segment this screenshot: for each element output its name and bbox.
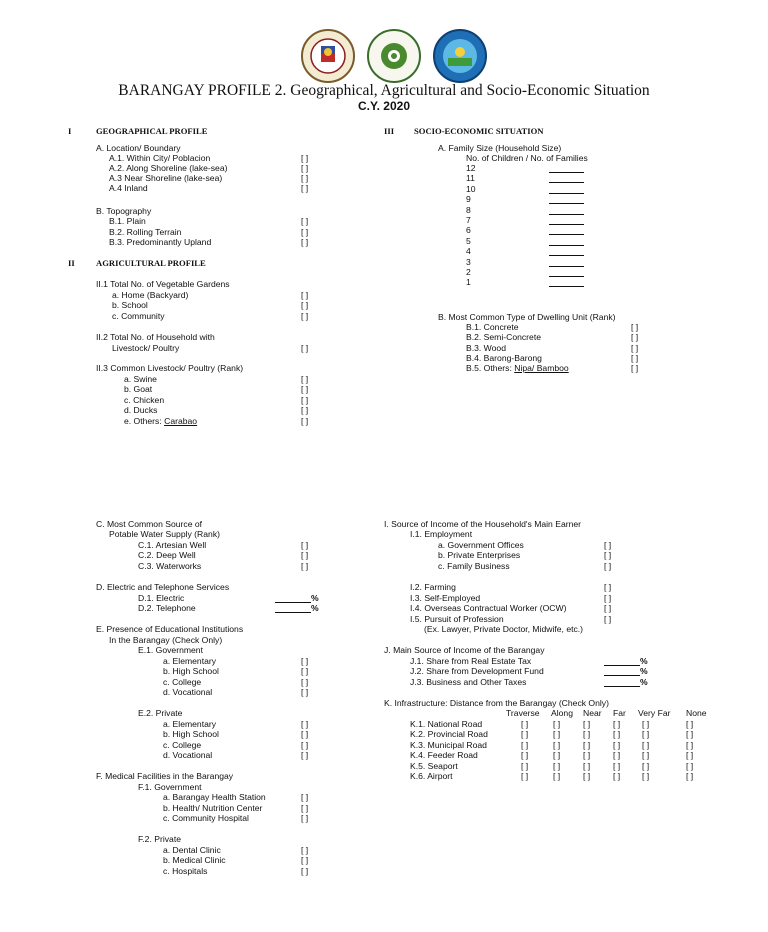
- column-header: Along: [551, 708, 573, 718]
- checkbox[interactable]: [ ]: [583, 739, 591, 750]
- checkbox[interactable]: [ ]: [583, 760, 591, 771]
- electric-percent-field[interactable]: [275, 593, 311, 603]
- checkbox[interactable]: [ ]: [301, 666, 309, 676]
- families-count-field[interactable]: [549, 236, 584, 246]
- section-number: III: [384, 126, 395, 136]
- item-label: d. Vocational: [163, 687, 213, 697]
- children-count-label: 2: [466, 267, 471, 277]
- checkbox[interactable]: [ ]: [604, 540, 612, 550]
- checkbox[interactable]: [ ]: [553, 771, 561, 781]
- item-label: c. College: [163, 677, 202, 687]
- item-label: a. Elementary: [163, 656, 217, 666]
- checkbox[interactable]: [ ]: [301, 550, 309, 560]
- checkbox[interactable]: [ ]: [583, 771, 591, 781]
- others-label: e. Others:: [124, 416, 165, 426]
- checkbox[interactable]: [ ]: [301, 395, 309, 405]
- checkbox[interactable]: [ ]: [631, 322, 639, 332]
- checkbox[interactable]: [ ]: [642, 760, 650, 771]
- checkbox[interactable]: [ ]: [301, 416, 309, 426]
- checkbox[interactable]: [ ]: [604, 561, 612, 571]
- others-label: B.5. Others:: [466, 363, 515, 373]
- checkbox[interactable]: [ ]: [642, 729, 650, 740]
- families-count-field[interactable]: [549, 205, 584, 215]
- others-value: Carabao: [164, 416, 198, 426]
- checkbox[interactable]: [ ]: [301, 855, 309, 865]
- item-label: b. Goat: [124, 384, 153, 394]
- families-count-field[interactable]: [549, 215, 584, 225]
- item-label: J.2. Share from Development Fund: [410, 666, 544, 676]
- item-label: c. Chicken: [124, 395, 165, 405]
- checkbox[interactable]: [ ]: [301, 173, 309, 183]
- group-title: D. Electric and Telephone Services: [96, 582, 230, 592]
- item-label: B.2. Rolling Terrain: [109, 227, 182, 237]
- column-header: None: [686, 708, 707, 718]
- percent-sign: %: [640, 656, 648, 666]
- others-value: Nipa/ Bamboo: [514, 363, 569, 373]
- item-label: b. Private Enterprises: [438, 550, 521, 560]
- item-label: B.2. Semi-Concrete: [466, 332, 541, 342]
- group-title: K. Infrastructure: Distance from the Barangay (Check Only): [384, 698, 609, 708]
- checkbox[interactable]: [ ]: [631, 353, 639, 363]
- item-label: D.1. Electric: [138, 593, 185, 603]
- checkbox[interactable]: [ ]: [642, 739, 650, 750]
- children-count-label: 4: [466, 246, 471, 257]
- item-label: [124, 416, 197, 426]
- item-label: A.3 Near Shoreline (lake-sea): [109, 173, 223, 183]
- checkbox[interactable]: [ ]: [301, 813, 309, 823]
- checkbox[interactable]: [ ]: [642, 771, 650, 781]
- checkbox[interactable]: [ ]: [521, 771, 529, 781]
- checkbox[interactable]: [ ]: [301, 384, 309, 394]
- children-count-label: 10: [466, 183, 476, 194]
- checkbox[interactable]: [ ]: [583, 750, 591, 761]
- families-count-field[interactable]: [549, 163, 584, 173]
- checkbox[interactable]: [ ]: [301, 845, 309, 855]
- checkbox[interactable]: [ ]: [686, 719, 694, 729]
- item-label: b. Medical Clinic: [163, 855, 226, 865]
- barangay-seal-logo: [432, 28, 488, 84]
- checkbox[interactable]: [ ]: [553, 750, 561, 761]
- subgroup-title: E.1. Government: [138, 645, 203, 655]
- children-count-label: 7: [466, 215, 471, 225]
- group-title: F. Medical Facilities in the Barangay: [96, 771, 234, 781]
- percent-field[interactable]: [604, 666, 640, 676]
- item-label: I.2. Farming: [410, 582, 456, 592]
- checkbox[interactable]: [ ]: [583, 719, 591, 729]
- checkbox[interactable]: [ ]: [604, 550, 612, 560]
- checkbox[interactable]: [ ]: [521, 750, 529, 761]
- checkbox[interactable]: [ ]: [301, 687, 309, 697]
- checkbox[interactable]: [ ]: [631, 363, 639, 373]
- column-header: Far: [613, 708, 626, 718]
- item-label: a. Swine: [124, 374, 157, 384]
- families-count-field[interactable]: [549, 257, 584, 267]
- subgroup-title: E.2. Private: [138, 708, 183, 718]
- checkbox[interactable]: [ ]: [553, 719, 561, 729]
- checkbox[interactable]: [ ]: [301, 729, 309, 739]
- item-label: a. Barangay Health Station: [163, 792, 266, 802]
- subgroup-title: I.1. Employment: [410, 529, 473, 539]
- item-label: B.3. Wood: [466, 343, 506, 353]
- section-title: AGRICULTURAL PROFILE: [96, 258, 206, 268]
- checkbox[interactable]: [ ]: [301, 300, 309, 310]
- infrastructure-row-label: K.1. National Road: [410, 719, 483, 729]
- group-subtitle: No. of Children / No. of Families: [466, 153, 588, 163]
- checkbox[interactable]: [ ]: [686, 760, 694, 771]
- percent-sign: %: [311, 603, 319, 613]
- item-label: a. Elementary: [163, 719, 217, 729]
- item-label: c. Community: [112, 311, 165, 321]
- item-label: C.1. Artesian Well: [138, 540, 207, 550]
- column-header: Traverse: [506, 708, 540, 718]
- children-count-label: 5: [466, 235, 471, 246]
- children-count-label: 1: [466, 277, 471, 288]
- item-label: b. Health/ Nutrition Center: [163, 803, 263, 813]
- nutrition-council-logo: [366, 28, 422, 84]
- percent-sign: %: [640, 666, 648, 676]
- item-label: [466, 363, 569, 373]
- checkbox[interactable]: [ ]: [686, 750, 694, 761]
- infrastructure-row-label: K.5. Seaport: [410, 760, 458, 771]
- children-count-label: 12: [466, 163, 476, 173]
- item-label: c. Hospitals: [163, 866, 208, 876]
- page-subtitle: C.Y. 2020: [357, 99, 411, 113]
- infrastructure-row-label: K.2. Provincial Road: [410, 729, 488, 740]
- checkbox[interactable]: [ ]: [301, 374, 309, 384]
- checkbox[interactable]: [ ]: [301, 163, 309, 173]
- group-title: A. Location/ Boundary: [96, 143, 181, 153]
- checkbox[interactable]: [ ]: [301, 792, 309, 802]
- municipal-seal-logo: [300, 28, 356, 84]
- group-title-cont: In the Barangay (Check Only): [109, 635, 223, 645]
- item-label: c. Family Business: [438, 561, 510, 571]
- families-count-field[interactable]: [549, 173, 584, 183]
- checkbox[interactable]: [ ]: [553, 739, 561, 750]
- checkbox[interactable]: [ ]: [613, 750, 621, 761]
- checkbox[interactable]: [ ]: [613, 771, 621, 781]
- group-title-cont: Livestock/ Poultry: [112, 343, 180, 353]
- group-title: B. Most Common Type of Dwelling Unit (Rank): [438, 312, 616, 322]
- item-label: a. Dental Clinic: [163, 845, 221, 855]
- families-count-field[interactable]: [549, 184, 584, 194]
- families-count-field[interactable]: [549, 246, 584, 256]
- checkbox[interactable]: [ ]: [642, 719, 650, 729]
- checkbox[interactable]: [ ]: [301, 183, 309, 193]
- item-label: b. School: [112, 300, 148, 310]
- item-label: a. Government Offices: [438, 540, 524, 550]
- item-label: I.3. Self-Employed: [410, 593, 481, 603]
- checkbox[interactable]: [ ]: [301, 311, 309, 321]
- families-count-field[interactable]: [549, 225, 584, 235]
- group-title: II.1 Total No. of Vegetable Gardens: [96, 279, 230, 289]
- item-label: D.2. Telephone: [138, 603, 196, 613]
- checkbox[interactable]: [ ]: [301, 656, 309, 666]
- group-title: A. Family Size (Household Size): [438, 143, 562, 153]
- item-label: d. Vocational: [163, 750, 213, 760]
- section-title: GEOGRAPHICAL PROFILE: [96, 126, 208, 136]
- checkbox[interactable]: [ ]: [301, 237, 309, 247]
- page-title: BARANGAY PROFILE 2. Geographical, Agricultural and Socio-Economic Situation: [118, 82, 650, 99]
- group-title: II.2 Total No. of Household with: [96, 332, 215, 342]
- infrastructure-row-label: K.3. Municipal Road: [410, 739, 487, 750]
- checkbox[interactable]: [ ]: [686, 771, 694, 781]
- checkbox[interactable]: [ ]: [301, 540, 309, 550]
- item-label: A.1. Within City/ Poblacion: [109, 153, 211, 163]
- infrastructure-row-label: K.6. Airport: [410, 771, 453, 781]
- checkbox[interactable]: [ ]: [604, 603, 612, 613]
- checkbox[interactable]: [ ]: [521, 739, 529, 750]
- checkbox[interactable]: [ ]: [604, 582, 612, 592]
- item-label: J.3. Business and Other Taxes: [410, 677, 527, 687]
- item-label: C.3. Waterworks: [138, 561, 202, 571]
- column-header: Very Far: [638, 708, 671, 718]
- families-count-field[interactable]: [549, 277, 584, 287]
- percent-field[interactable]: [604, 677, 640, 687]
- checkbox[interactable]: [ ]: [604, 614, 612, 624]
- item-label: J.1. Share from Real Estate Tax: [410, 656, 532, 666]
- item-label: b. High School: [163, 666, 219, 676]
- group-title: B. Topography: [96, 206, 152, 216]
- families-count-field[interactable]: [549, 194, 584, 204]
- item-label: A.2. Along Shoreline (lake-sea): [109, 163, 228, 173]
- group-title: J. Main Source of Income of the Barangay: [384, 645, 545, 655]
- checkbox[interactable]: [ ]: [301, 803, 309, 813]
- item-note: (Ex. Lawyer, Private Doctor, Midwife, etc.): [424, 624, 584, 634]
- item-label: c. College: [163, 740, 202, 750]
- checkbox[interactable]: [ ]: [301, 561, 309, 571]
- families-count-field[interactable]: [549, 267, 584, 277]
- subgroup-title: F.1. Government: [138, 782, 202, 792]
- item-label: I.4. Overseas Contractual Worker (OCW): [410, 603, 567, 613]
- checkbox[interactable]: [ ]: [301, 719, 309, 729]
- children-count-label: 11: [466, 173, 475, 184]
- checkbox[interactable]: [ ]: [301, 677, 309, 687]
- item-label: d. Ducks: [124, 405, 158, 415]
- item-label: B.1. Plain: [109, 216, 146, 226]
- column-header: Near: [583, 708, 602, 718]
- checkbox[interactable]: [ ]: [553, 760, 561, 771]
- checkbox[interactable]: [ ]: [604, 593, 612, 603]
- children-count-label: 8: [466, 204, 471, 215]
- item-label: C.2. Deep Well: [138, 550, 196, 560]
- section-title: SOCIO-ECONOMIC SITUATION: [414, 126, 544, 136]
- checkbox[interactable]: [ ]: [521, 719, 529, 729]
- section-number: I: [68, 126, 72, 136]
- item-label: c. Community Hospital: [163, 813, 249, 823]
- group-title: I. Source of Income of the Household's Main Earner: [384, 519, 582, 529]
- checkbox[interactable]: [ ]: [521, 729, 529, 740]
- item-label: b. High School: [163, 729, 219, 739]
- children-count-label: 9: [466, 194, 471, 205]
- section-number: II: [68, 258, 75, 268]
- checkbox[interactable]: [ ]: [686, 729, 694, 740]
- item-label: a. Home (Backyard): [112, 290, 189, 300]
- group-title: C. Most Common Source of: [96, 519, 203, 529]
- checkbox[interactable]: [ ]: [521, 760, 529, 771]
- subgroup-title: F.2. Private: [138, 834, 181, 844]
- children-count-label: 6: [466, 225, 471, 236]
- item-label: A.4 Inland: [109, 183, 148, 193]
- checkbox[interactable]: [ ]: [301, 343, 309, 353]
- percent-sign: %: [311, 593, 319, 603]
- checkbox[interactable]: [ ]: [686, 739, 694, 750]
- checkbox[interactable]: [ ]: [613, 739, 621, 750]
- checkbox[interactable]: [ ]: [613, 719, 621, 729]
- checkbox[interactable]: [ ]: [301, 866, 309, 876]
- children-count-label: 3: [466, 256, 471, 267]
- checkbox[interactable]: [ ]: [301, 216, 309, 226]
- checkbox[interactable]: [ ]: [301, 153, 309, 163]
- item-label: B.1. Concrete: [466, 322, 519, 332]
- checkbox[interactable]: [ ]: [642, 750, 650, 761]
- checkbox[interactable]: [ ]: [613, 760, 621, 771]
- checkbox[interactable]: [ ]: [301, 750, 309, 760]
- infrastructure-row-label: K.4. Feeder Road: [410, 750, 478, 761]
- checkbox[interactable]: [ ]: [613, 729, 621, 740]
- checkbox[interactable]: [ ]: [301, 405, 309, 415]
- checkbox[interactable]: [ ]: [301, 740, 309, 750]
- telephone-percent-field[interactable]: [275, 603, 311, 613]
- checkbox[interactable]: [ ]: [301, 290, 309, 300]
- group-title: II.3 Common Livestock/ Poultry (Rank): [96, 363, 244, 373]
- item-label: B.4. Barong-Barong: [466, 353, 542, 363]
- group-title-cont: Potable Water Supply (Rank): [109, 529, 220, 539]
- checkbox[interactable]: [ ]: [553, 729, 561, 740]
- checkbox[interactable]: [ ]: [631, 332, 639, 342]
- group-title: E. Presence of Educational Institutions: [96, 624, 244, 634]
- checkbox[interactable]: [ ]: [583, 729, 591, 740]
- checkbox[interactable]: [ ]: [301, 227, 309, 237]
- percent-field[interactable]: [604, 656, 640, 666]
- item-label: B.3. Predominantly Upland: [109, 237, 212, 247]
- item-label: I.5. Pursuit of Profession: [410, 614, 504, 624]
- checkbox[interactable]: [ ]: [631, 343, 639, 353]
- percent-sign: %: [640, 677, 648, 687]
